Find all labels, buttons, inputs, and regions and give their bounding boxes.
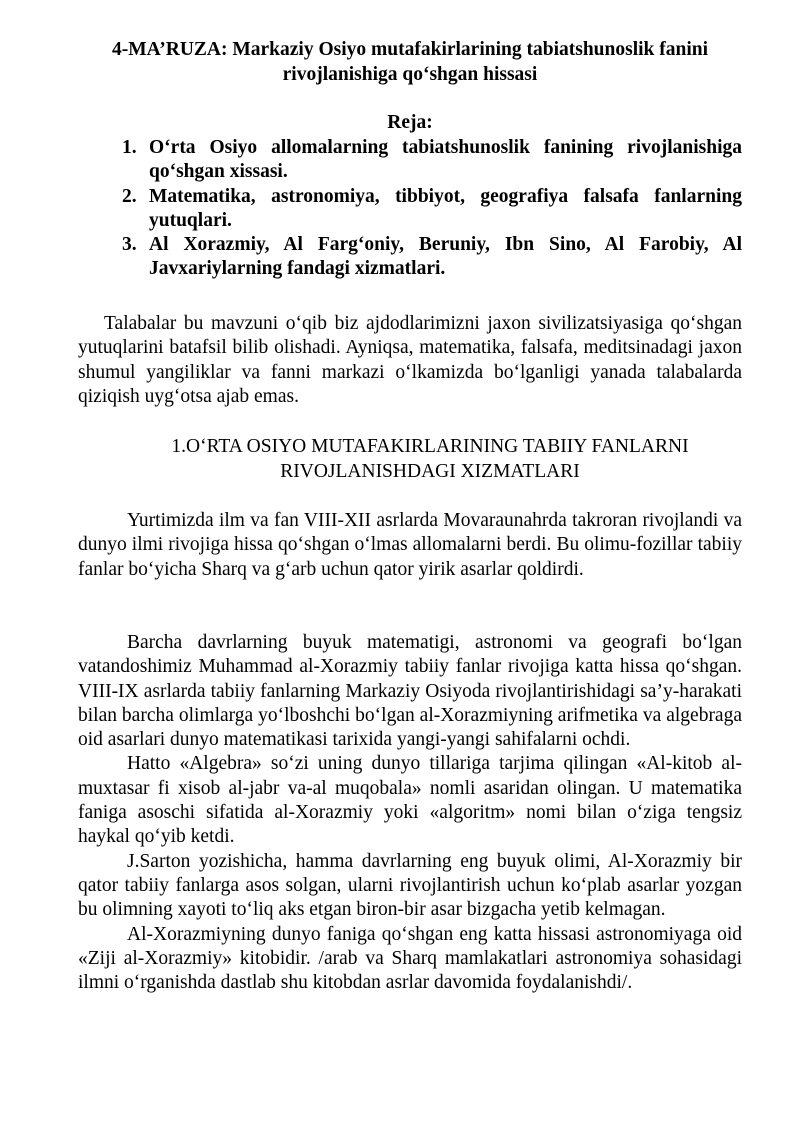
body-paragraph: Hatto «Algebra» so‘zi uning dunyo tillariga tarjima qilingan «Al-kitob al-muxtasar fi xisob al-jabr va-al muqobala» nomli asaridan olingan. U matematika faniga asoschi sifatida al-Xorazmiy yoki «algoritm» nomi bilan o‘ziga tengsiz haykal qo‘yib ketdi. (78, 753, 742, 848)
plan-item-number: 3. (122, 234, 137, 256)
section-heading: 1.O‘RTA OSIYO MUTAFAKIRLARINING TABIIY FANLARNI RIVOJLANISHDAGI XIZMATLARI (171, 436, 689, 482)
plan-list (120, 136, 742, 282)
plan-label: Reja: (387, 112, 433, 133)
plan-item (120, 136, 742, 185)
plan-item-number: 2. (122, 185, 137, 207)
lecture-title: 4-MA’RUZA: Markaziy Osiyo mutafakirlarining tabiatshunoslik fanini rivojlanishiga qo‘shgan hissasi (111, 39, 709, 85)
plan-item-text: Al Xorazmiy, Al Farg‘oniy, Beruniy, Ibn Sino, Al Farobiy, Al Javxariylarning fandagi xizmatlari. (149, 234, 742, 280)
plan-item (120, 185, 742, 234)
body-paragraph: Al-Xorazmiyning dunyo faniga qo‘shgan eng katta hissasi astronomiyaga oid «Ziji al-Xorazmiy» kitobidir. /arab va Sharq mamlakatlari astronomiya sohasidagi ilmni o‘rganishda dastlab shu kitobdan asrlar davomida foydalanishdi/. (78, 923, 742, 994)
body-paragraph: Barcha davrlarning buyuk matematigi, astronomi va geografi bo‘lgan vatandoshimiz Muhammad al-Xorazmiy tabiiy fanlar rivojiga katta hissa qo‘shgan. VIII-IX asrlarda tabiiy fanlarning Markaziy Osiyoda rivojlantirishidagi sa’y-harakati bilan barcha olimlarga yo‘lboshchi bo‘lgan al-Xorazmiyning arifmetika va algebraga oid asarlari dunyo matematikasi tarixida yangi-yangi sahifalarni ochdi. (78, 632, 742, 751)
intro-paragraph: Talabalar bu mavzuni o‘qib biz ajdodlarimizni jaxon sivilizatsiyasiga qo‘shgan yutuqlarini batafsil bilib olishadi. Ayniqsa, matematika, falsafa, meditsinadagi jaxon shumul yangiliklar va fanni markazi o‘lkamizda bo‘lganligi yanada talabalarda qiziqish uyg‘otsa ajab emas. (78, 313, 742, 407)
body-paragraph: J.Sarton yozishicha, hamma davrlarning eng buyuk olimi, Al-Xorazmiy bir qator tabiiy fanlarga asos solgan, ularni rivojlantirish uchun ko‘plab asarlar yozgan bu olimning xayoti to‘liq aks etgan biron-bir asar bizgacha yetib kelmagan. (78, 850, 742, 921)
plan-item-text: Matematika, astronomiya, tibbiyot, geografiya falsafa fanlarning yutuqlari. (149, 185, 742, 231)
plan-item-text: O‘rta Osiyo allomalarning tabiatshunoslik fanining rivojlanishiga qo‘shgan xissasi. (149, 137, 742, 183)
plan-item (120, 233, 742, 282)
paragraph-block-2 (78, 631, 742, 995)
intro-block (78, 312, 742, 409)
paragraph-block-1 (78, 509, 742, 582)
body-paragraph: Yurtimizda ilm va fan VIII-XII asrlarda Movaraunahrda takroran rivojlandi va dunyo ilmi rivojiga hissa qo‘shgan o‘lmas allomalarni berdi. Bu olimu-fozillar tabiiy fanlar bo‘yicha Sharq va g‘arb uchun qator yirik asarlar qoldirdi. (78, 510, 742, 580)
plan-item-number: 1. (122, 137, 137, 158)
